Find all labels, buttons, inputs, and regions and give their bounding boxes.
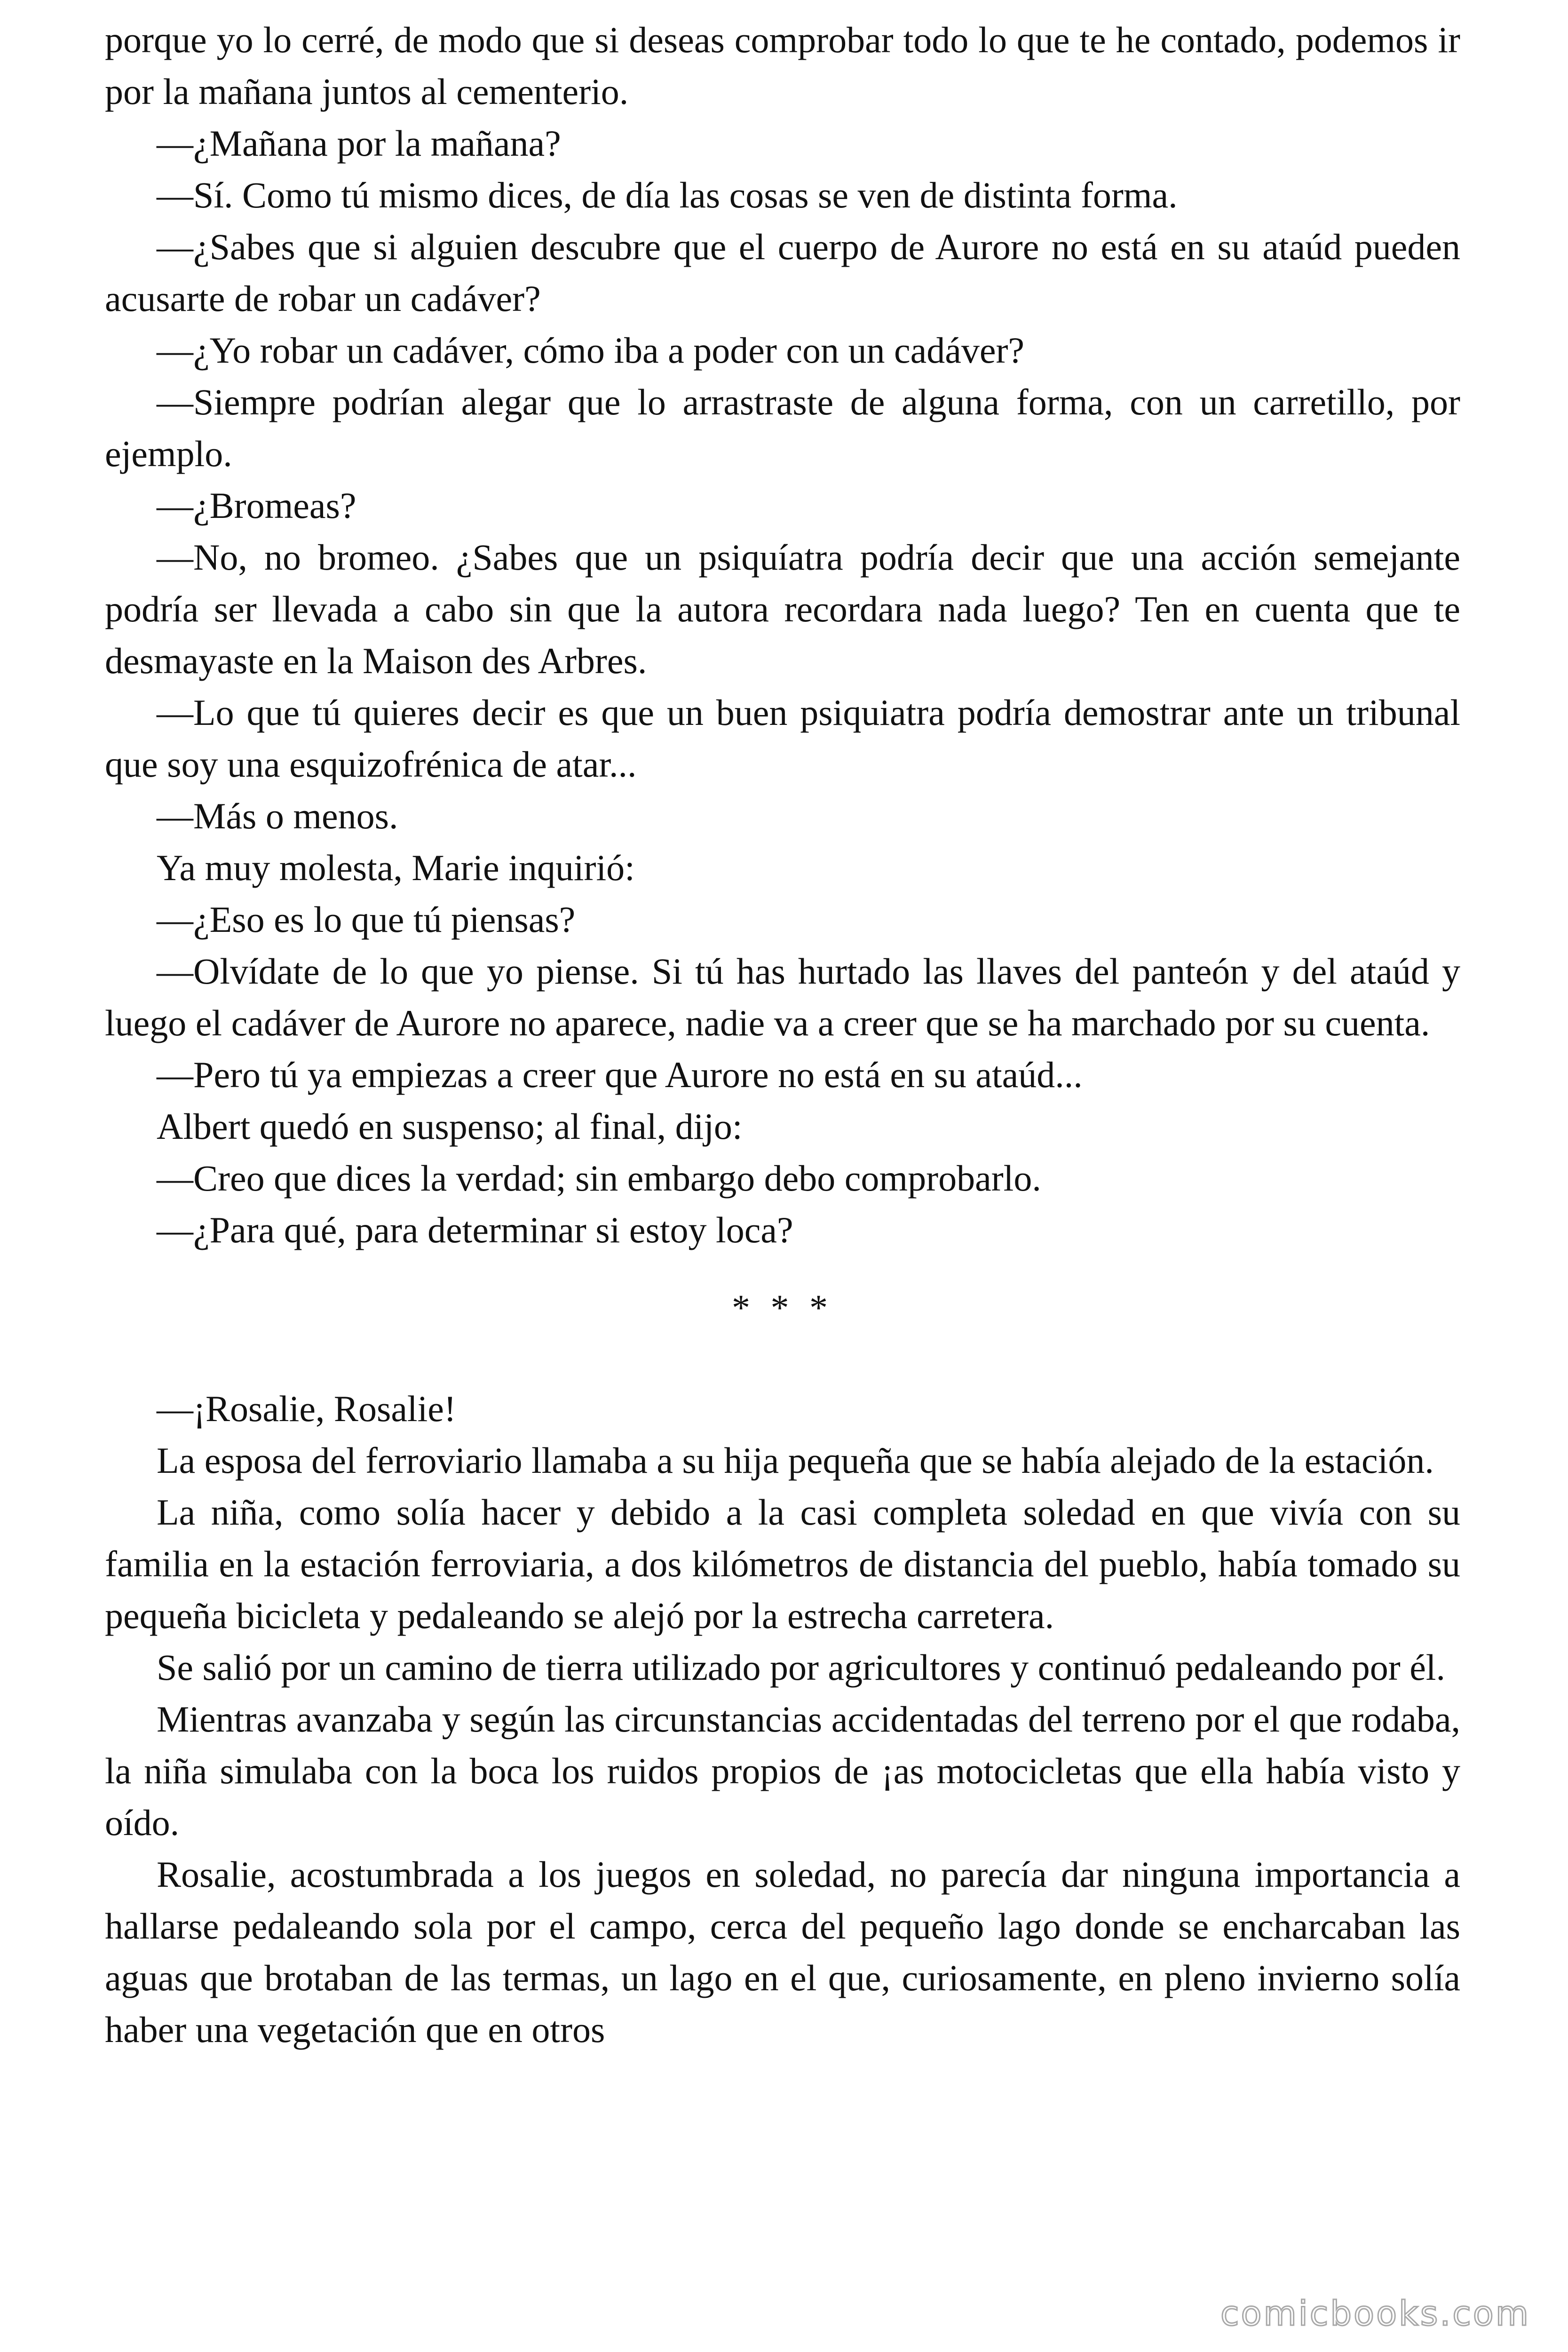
dialogue-line: —¡Rosalie, Rosalie!	[157, 1388, 456, 1429]
watermark: comicbooks.com	[1220, 2294, 1530, 2333]
dialogue-line: —¿Mañana por la mañana?	[157, 123, 561, 164]
dialogue-line: —¿Yo robar un cadáver, cómo iba a poder con un cadáver?	[157, 330, 1025, 371]
book-page	[105, 14, 1460, 2056]
narration-paragraph: Mientras avanzaba y según las circunstancias accidentadas del terreno por el que rodaba, la niña simulaba con la boca los ruidos propios de ¡as motocicletas que ella había visto y oído.	[105, 1699, 1460, 1843]
narration-paragraph: Rosalie, acostumbrada a los juegos en soledad, no parecía dar ninguna importancia a hallarse pedaleando sola por el campo, cerca del pequeño lago donde se encharcaban las aguas que brotaban de las termas, un lago en el que, curiosamente, en pleno invierno solía haber una vegetación que en otros	[105, 1854, 1460, 2050]
section-separator: * * *	[732, 1287, 833, 1328]
dialogue-line: —Lo que tú quieres decir es que un buen psiquiatra podría demostrar ante un tribunal que soy una esquizofrénica de atar...	[105, 692, 1460, 785]
dialogue-line: —Pero tú ya empiezas a creer que Aurore no está en su ataúd...	[157, 1054, 1083, 1095]
narration-paragraph: La niña, como solía hacer y debido a la casi completa soledad en que vivía con su familia en la estación ferroviaria, a dos kilómetros de distancia del pueblo, había tomado su pequeña bicicleta y pedaleando se alejó por la estrecha carretera.	[105, 1492, 1460, 1636]
narration-paragraph: La esposa del ferroviario llamaba a su hija pequeña que se había alejado de la estación.	[157, 1440, 1434, 1481]
narration-paragraph: Se salió por un camino de tierra utilizado por agricultores y continuó pedaleando por él.	[157, 1647, 1445, 1688]
dialogue-line: —¿Bromeas?	[157, 485, 356, 526]
narration-line: Ya muy molesta, Marie inquirió:	[157, 847, 635, 888]
dialogue-line: —Sí. Como tú mismo dices, de día las cosas se ven de distinta forma.	[157, 175, 1178, 215]
dialogue-line: —¿Para qué, para determinar si estoy loca?	[157, 1209, 793, 1250]
dialogue-line: —¿Sabes que si alguien descubre que el cuerpo de Aurore no está en su ataúd pueden acusarte de robar un cadáver?	[105, 226, 1460, 319]
dialogue-line: —Más o menos.	[157, 795, 398, 836]
dialogue-line: —No, no bromeo. ¿Sabes que un psiquíatra podría decir que una acción semejante podría ser llevada a cabo sin que la autora recordara nada luego? Ten en cuenta que te desmayaste en la Maison des Arbres.	[105, 537, 1460, 681]
narration-line: Albert quedó en suspenso; al final, dijo:	[157, 1106, 743, 1147]
dialogue-line: —¿Eso es lo que tú piensas?	[157, 899, 576, 940]
dialogue-line: —Siempre podrían alegar que lo arrastraste de alguna forma, con un carretillo, por ejemplo.	[105, 381, 1460, 474]
dialogue-line: —Creo que dices la verdad; sin embargo debo comprobarlo.	[157, 1158, 1041, 1199]
paragraph-continuation: porque yo lo cerré, de modo que si deseas comprobar todo lo que te he contado, podemos ir por la mañana juntos al cementerio.	[105, 19, 1460, 112]
dialogue-line: —Olvídate de lo que yo piense. Si tú has hurtado las llaves del panteón y del ataúd y luego el cadáver de Aurore no aparece, nadie va a creer que se ha marchado por su cuenta.	[105, 951, 1460, 1043]
